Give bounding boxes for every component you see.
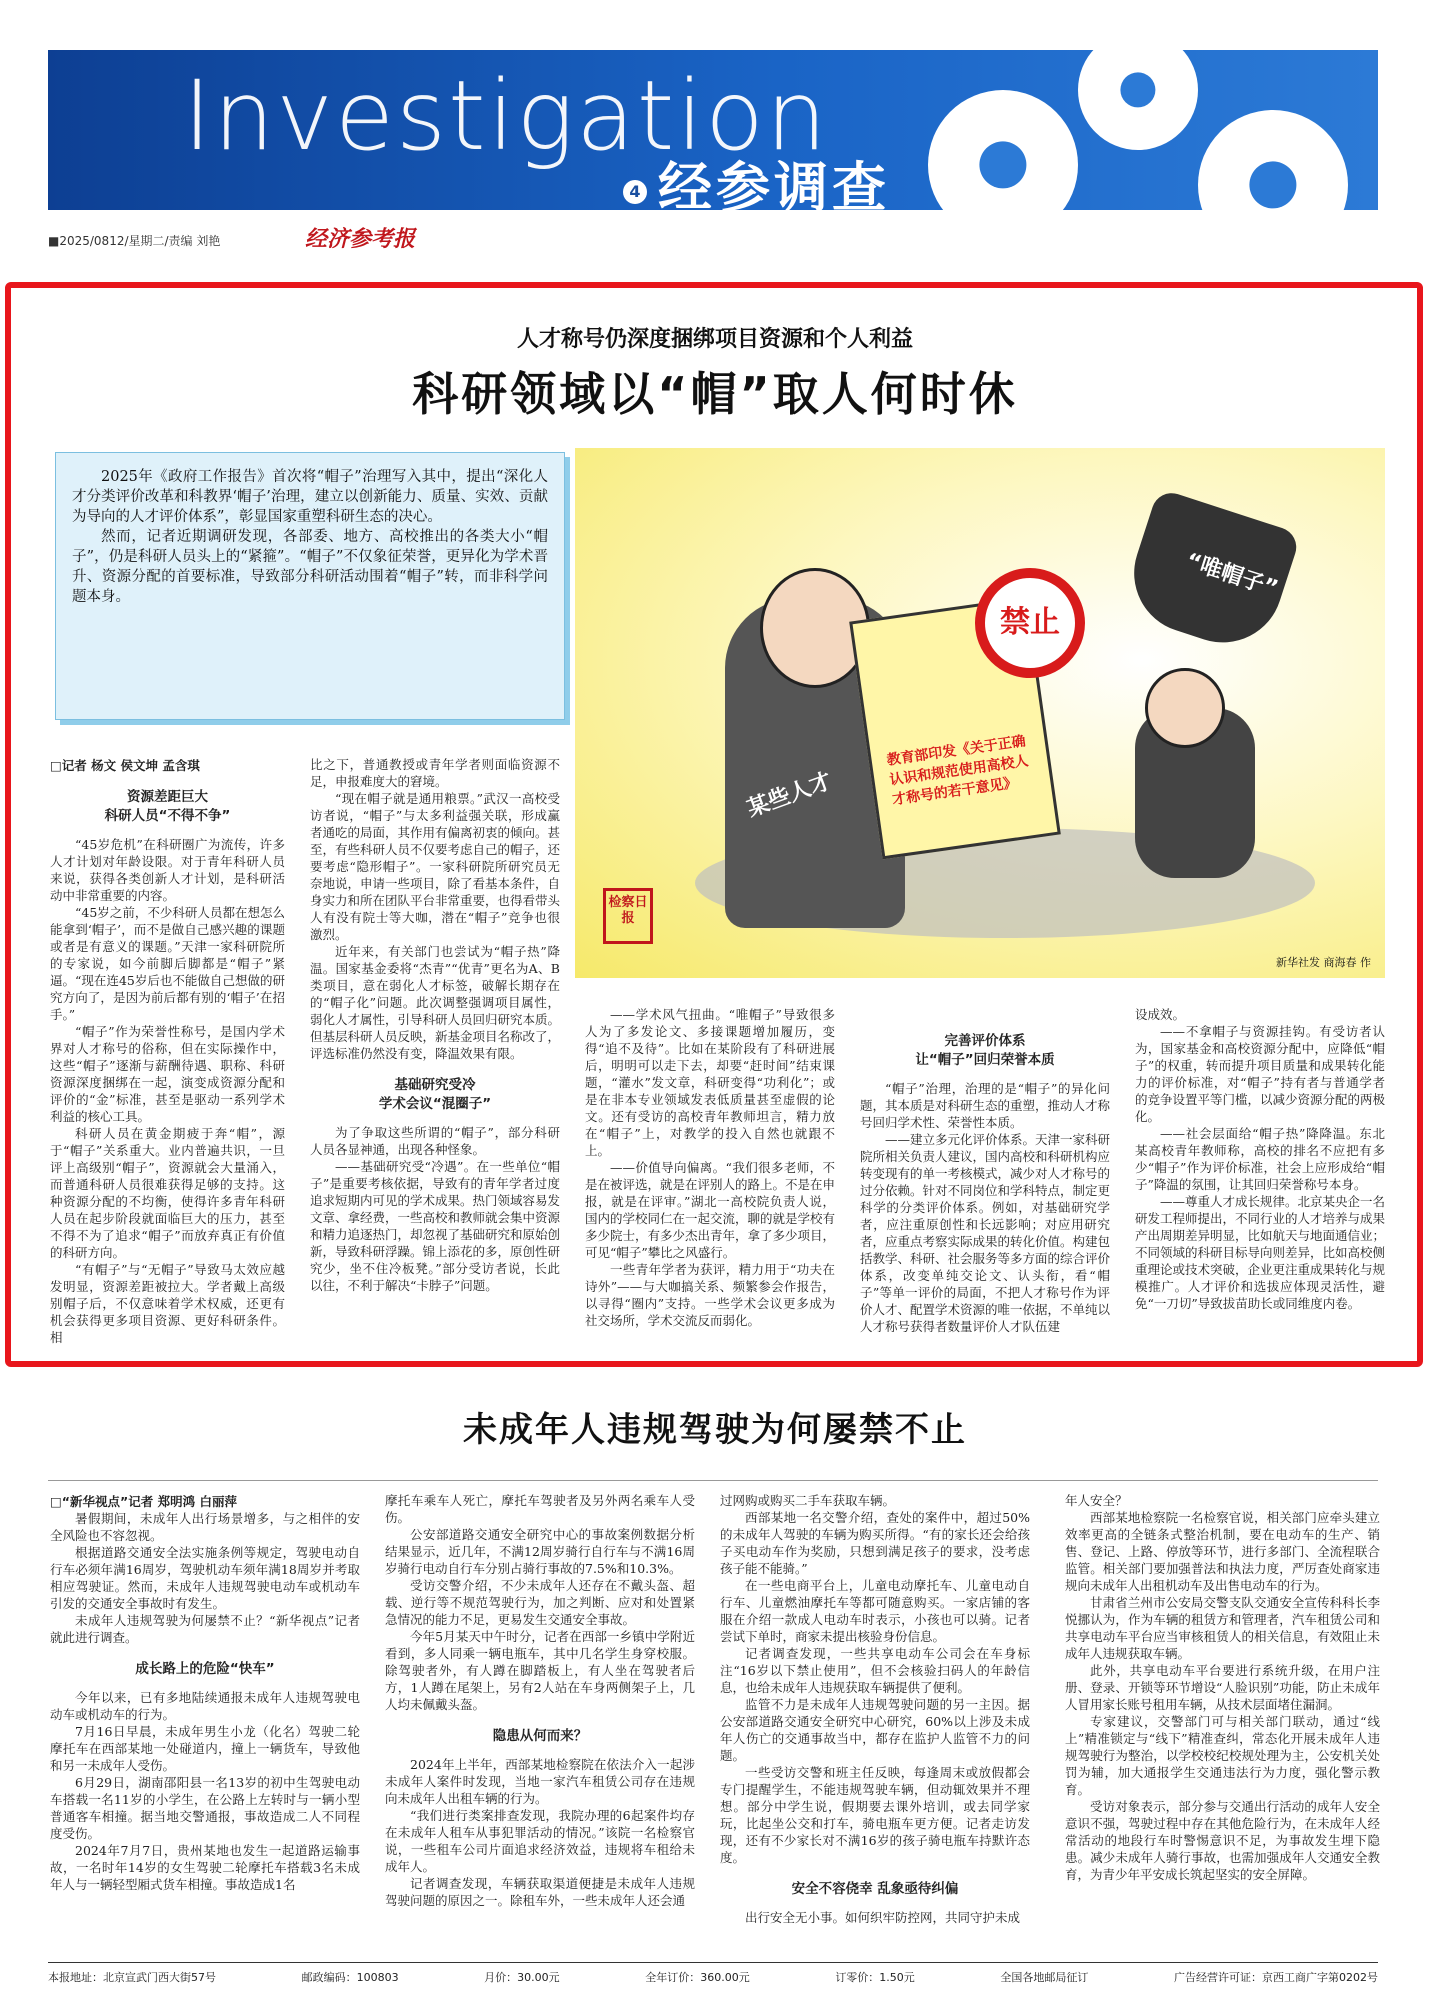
footer-retail-price: 订零价：1.50元: [835, 1971, 915, 1984]
gear-icon: [1078, 30, 1198, 150]
footer-postcode: 邮政编码：100803: [301, 1971, 399, 1984]
article1-column-3: ——学术风气扭曲。“唯帽子”导致很多人为了多发论文、多接课题增加履历，变得“追不及待”。比如在某阶段有了科研进展后，明明可以走下去，却要“赶时间”结束课题，“灌水”发文章，科研变得“功利化”；或是在非本专业领域发表低质量甚至虚假的论文。还有受访的高校青年教师坦言，精力放在“帽子”上，对教学的投入自然也就跟不上。 ——价值导向偏离。“我们很多老师，不是在被评选，就是在评别人的路上。不是在申报，就是在评审。”湖北一高校院负责人说，国内的学校同仁在一起交流，聊的就是学校有多少院士，有多少杰出青年，拿了多少项目，可见“帽子”攀比之风盛行。 一些青年学者为获评，精力用于“功夫在诗外”——与大咖搞关系、频繁参会作报告，以寻得“圈内”支持。一些学术会议更多成为社交场所，学术交流反而弱化。: [585, 1007, 836, 1328]
newspaper-logo: 经济参考报: [305, 226, 416, 252]
gear-icon: [928, 90, 1078, 240]
cartoon-credit: 新华社发 商海春 作: [1276, 956, 1371, 969]
footer-subscribe: 全国各地邮局征订: [1000, 1971, 1089, 1984]
hat-label: “唯帽子”: [1182, 548, 1281, 602]
footer: [48, 1962, 1378, 1985]
article2-column-4: 年人安全？ 西部某地检察院一名检察官说，相关部门应牵头建立效率更高的全链条式整治机制，要在电动车的生产、销售、登记、上路、停放等环节，进行多部门、全流程联合监管。相关部门要加强普法和执法力度，严厉查处商家违规向未成年人出租机动车及出售电动车的行为。 甘肃省兰州市公安局交警支队交通安全宣传科科长李悦挪认为，作为车辆的租赁方和管理者，汽车租赁公司和共享电动车平台应当审核租赁人的相关信息，有效阻止未成年人违规获取车辆。 此外，共享电动车平台要进行系统升级，在用户注册、登录、开锁等环节增设“人脸识别”功能，防止未成年人冒用家长账号租用车辆，从技术层面堵住漏洞。 专家建议，交警部门可与相关部门联动，通过“线上”精准锁定与“线下”精准查纠，常态化开展未成年人违规驾驶行为整治，以学校校纪校规处理为主，公安机关处罚为辅，加大通报学生交通违法行为力度，强化警示教育。 受访对象表示，部分参与交通出行活动的成年人安全意识不强，驾驶过程中存在其他危险行为，在未成年人经常活动的地段行车时警惕意识不足，为事故发生埋下隐患。减少未成年人骑行事故，也需加强成年人交通安全教育，为青少年平安成长筑起坚实的安全屏障。: [1065, 1493, 1380, 1882]
subheading: 资源差距巨大 科研人员“不得不争”: [104, 789, 231, 824]
cartoon-badge: 某些人才: [744, 768, 836, 823]
article2-column-3: 过网购或购买二手车获取车辆。 西部某地一名交警介绍，查处的案件中，超过50%的未成年人驾驶的车辆为购买所得。“有的家长还会给孩子买电动车作为奖励，只想到满足孩子的要求，没考虑孩子能不能骑。” 在一些电商平台上，儿童电动摩托车、儿童电动自行车、儿童燃油摩托车等都可随意购买。一家店铺的客服在介绍一款成人电动车时表示，小孩也可以骑。记者尝试下单时，商家未提出核验身份信息。 记者调查发现，一些共享电动车公司会在车身标注“16岁以下禁止使用”，但不会核验扫码人的年龄信息，也给未成年人违规获取车辆提供了便利。 监管不力是未成年人违规驾驶问题的另一主因。据公安部道路交通安全研究中心研究，60%以上涉及未成年人伤亡的交通事故当中，都存在监护人监管不力的问题。 一些受访交警和班主任反映，每逢周末或放假都会专门提醒学生，不能违规驾驶车辆，但动辄效果并不理想。部分中学生说，假期要去课外培训，或去同学家玩，比起坐公交和打车，骑电瓶车更方便。记者走访发现，还有不少家长对不满16岁的孩子骑电瓶车持默许态度。 安全不容侥幸 乱象亟待纠偏 出行安全无小事。如何织牢防控网，共同守护未成: [720, 1493, 1030, 1925]
footer-license: 广告经营许可证：京西工商广字第0202号: [1173, 1971, 1378, 1984]
subheading: 完善评价体系 让“帽子”回归荣誉本质: [915, 1033, 1055, 1068]
lead-box: [55, 452, 565, 720]
cartoon-document: 教育部印发《关于正确认识和规范使用高校人才称号的若干意见》: [849, 597, 1061, 860]
footer-monthly-price: 月价：30.00元: [484, 1971, 560, 1984]
lead-paragraph: 然而，记者近期调研发现，各部委、地方、高校推出的各类大小“帽子”，仍是科研人员头上的“紧箍”。“帽子”不仅象征荣誉，更异化为学术晋升、资源分配的首要标准，导致部分科研活动围着“帽子”转，而非科学问题本身。: [72, 529, 548, 605]
article1-column-1: □记者 杨文 侯文坤 孟含琪 资源差距巨大 科研人员“不得不争” “45岁危机”在科研圈广为流传，许多人才计划对年龄设限。对于青年科研人员来说，获得各类创新人才计划，是科研活动中非常重要的内容。 “45岁之前，不少科研人员都在想怎么能拿到‘帽子’，而不是做自己感兴趣的课题或者是有意义的课题。”天津一家科研院所的专家说，如今前脚后脚都是“帽子”紧逼。“现在连45岁后也不能做自己想做的研究方向了，是因为前后都有别的‘帽子’在招手。” “帽子”作为荣誉性称号，是国内学术界对人才称号的俗称，但在实际操作中，这些“帽子”逐渐与薪酬待遇、职称、科研资源深度捆绑在一起，演变成资源分配和评价的“金”标准，甚至是驱动一系列学术利益的核心工具。 科研人员在黄金期疲于奔“帽”，源于“帽子”关系重大。业内普遍共识，一旦评上高级别“帽子”，资源就会大量涌入，而普通科研人员很难获得足够的支持。这种资源分配的不均衡，使得许多青年科研人员在起步阶段就面临巨大的压力，甚至不得不为了追求“帽子”而放弃真正有价值的科研方向。 “有帽子”与“无帽子”导致马太效应越发明显，资源差距被拉大。学者戴上高级别帽子后，不仅意味着学术权威，还更有机会获得更多项目资源、更好科研条件。相: [50, 758, 285, 1345]
article1-column-4: 完善评价体系 让“帽子”回归荣誉本质 “帽子”治理，治理的是“帽子”的异化问题，其本质是对科研生态的重塑，推动人才称号回归学术性、荣誉性本质。 ——建立多元化评价体系。天津一家科研院所相关负责人建议，国内高校和科研机构应转变现有的单一考核模式，减少对人才称号的过分依赖。针对不同岗位和学科特点，制定更科学的分类评价体系。例如，对基础研究学者，应注重原创性和长远影响；对应用研究者，应重点考察实际成果的转化价值。构建包括教学、科研、社会服务等多方面的综合评价体系，改变单纯交论文、认头衔，看“帽子”等单一评价的局面，不把人才称号作为评价人才、配置学术资源的唯一依据，不单纯以人才称号获得者数量评价人才队伍建: [860, 1033, 1111, 1334]
subheading: 基础研究受冷 学术会议“混圈子”: [378, 1077, 492, 1112]
subheading: 隐患从何而来？: [492, 1728, 588, 1744]
lead-paragraph: 2025年《政府工作报告》首次将“帽子”治理写入其中，提出“深化人才分类评价改革和科教界‘帽子’治理，建立以创新能力、质量、实效、贡献为导向的人才评价体系”，彰显国家重塑科研生态的决心。: [72, 469, 548, 525]
byline: □“新华视点”记者 郑明鸿 白丽萍: [50, 1494, 237, 1509]
dateline: ■2025/0812/星期二/责编 刘艳: [48, 234, 221, 248]
subheading: 安全不容侥幸 乱象亟待纠偏: [791, 1881, 959, 1897]
masthead-english-title: Investigation: [183, 60, 829, 172]
section-title: 经参调查: [658, 156, 890, 219]
prohibit-sign: 禁止: [975, 568, 1085, 678]
article2-column-1: □“新华视点”记者 郑明鸿 白丽萍 暑假期间，未成年人出行场景增多，与之相伴的安全风险也不容忽视。 根据道路交通安全法实施条例等规定，驾驶电动自行车必须年满16周岁，驾驶机动车须年满18周岁并考取相应驾驶证。然而，未成年人违规驾驶电动车或机动车引发的交通安全事故时有发生。 未成年人违规驾驶为何屡禁不止？“新华视点”记者就此进行调查。 成长路上的危险“快车” 今年以来，已有多地陆续通报未成年人违规驾驶电动车或机动车的行为。 7月16日早晨，未成年男生小龙（化名）驾驶二轮摩托车在西部某地一处碰道内，撞上一辆货车，导致他和另一未成年人受伤。 6月29日，湖南邵阳县一名13岁的初中生驾驶电动车搭载一名11岁的小学生，在公路上左转时与一辆小型普通客车相撞。据当地交警通报，事故造成二人不同程度受伤。 2024年7月7日，贵州某地也发生一起道路运输事故，一名时年14岁的女生驾驶二轮摩托车搭载3名未成年人与一辆轻型厢式货车相撞。事故造成1名: [50, 1494, 360, 1892]
divider: [48, 1480, 1378, 1481]
gear-icon: [1198, 110, 1348, 260]
seal-stamp: 检察日报: [603, 888, 653, 944]
subheading: 成长路上的危险“快车”: [135, 1661, 275, 1677]
footer-address: 本报地址：北京宣武门西大街57号: [48, 1971, 216, 1984]
article1-column-5: 设成效。 ——不拿帽子与资源挂钩。有受访者认为，国家基金和高校资源分配中，应降低“帽子”的权重，转而提升项目质量和成果转化能力的评价标准，对“帽子”持有者与普通学者的竞争设置平等门槛，以减少资源分配的两极化。 ——社会层面给“帽子热”降降温。东北某高校青年教师称，高校的排名不应把有多少“帽子”作为评价标准，社会上应形成给“帽子”降温的氛围，让其回归荣誉称号本身。 ——尊重人才成长规律。北京某央企一名研发工程师提出，不同行业的人才培养与成果产出周期差异明显，比如航天与地面通信业；不同领域的科研目标导向则差异，比如高校侧重理论或技术突破，企业更注重成果转化与规模推广。人才评价和选拔应体现灵活性，避免“一刀切”导致拔苗助长或同维度内卷。: [1135, 1007, 1386, 1311]
cartoon-illustration: [575, 448, 1385, 978]
article2-headline: 未成年人违规驾驶为何屡禁不止: [463, 1410, 967, 1450]
byline: □记者 杨文 侯文坤 孟含琪: [50, 758, 200, 773]
masthead-banner: [48, 50, 1378, 219]
page-number: 4: [623, 180, 647, 204]
article1-column-2: 比之下，普通教授或青年学者则面临资源不足，申报难度大的窘境。 “现在帽子就是通用粮票。”武汉一高校受访者说，“帽子”与太多利益强关联，形成赢者通吃的局面，其作用有偏离初衷的倾向。甚至，有些科研人员不仅要考虑自己的帽子，还要考虑“隐形帽子”。一家科研院所研究员无奈地说，申请一些项目，除了看基本条件，自身实力和所在团队平台非常重要，也得看带头人有没有院士等大咖，潜在“帽子”竞争也很激烈。 近年来，有关部门也尝试为“帽子热”降温。国家基金委将“杰青”“优青”更名为A、B类项目，意在弱化人才标签，破解长期存在的“帽子化”问题。此次调整强调项目属性，弱化人才属性，引导科研人员回归研究本质。但基层科研人员反映，新基金项目名称改了，评选标准仍然没有变，降温效果有限。 基础研究受冷 学术会议“混圈子” 为了争取这些所谓的“帽子”，部分科研人员各显神通，出现各种怪象。 ——基础研究受“冷遇”。在一些单位“帽子”是重要考核依据，导致有的青年学者过度追求短期内可见的学术成果。热门领域容易发文章、拿经费，一些高校和教师就会集中资源和精力追逐热门，却忽视了基础研究和原始创新，导致科研浮躁。锦上添花的多，原创性研究少，坐不住冷板凳。”部分受访者说，长此以往，不利于解决“卡脖子”问题。: [310, 757, 561, 1293]
footer-yearly-price: 全年订价：360.00元: [645, 1971, 750, 1984]
article2-column-2: 摩托车乘车人死亡，摩托车驾驶者及另外两名乘车人受伤。 公安部道路交通安全研究中心的事故案例数据分析结果显示，近几年，不满12周岁骑行自行车与不满16周岁骑行电动自行车分别占骑行事故的7.5%和10.3%。 受访交警介绍，不少未成年人还存在不戴头盔、超载、逆行等不规范驾驶行为，加之判断、应对和处置紧急情况的能力不足，更易发生交通安全事故。 今年5月某天中午时分，记者在西部一乡镇中学附近看到，多人同乘一辆电瓶车，其中几名学生身穿校服。除驾驶者外，有人蹲在脚踏板上，有人坐在驾驶者后方，1人蹲在尾架上，另有2人站在车身两侧架子上，几人均未佩戴头盔。 隐患从何而来？ 2024年上半年，西部某地检察院在依法介入一起涉未成年人案件时发现，当地一家汽车租赁公司存在违规向未成年人出租车辆的行为。 “我们进行类案排查发现，我院办理的6起案件均存在未成年人租车从事犯罪活动的情况。”该院一名检察官说，一些租车公司片面追求经济效益，违规将车租给未成年人。 记者调查发现，车辆获取渠道便捷是未成年人违规驾驶问题的原因之一。除租车外，一些未成年人还会通: [385, 1493, 695, 1908]
article-headline: 科研领域以“帽”取人何时休: [412, 367, 1018, 421]
article-kicker: 人才称号仍深度捆绑项目资源和个人利益: [516, 326, 913, 352]
